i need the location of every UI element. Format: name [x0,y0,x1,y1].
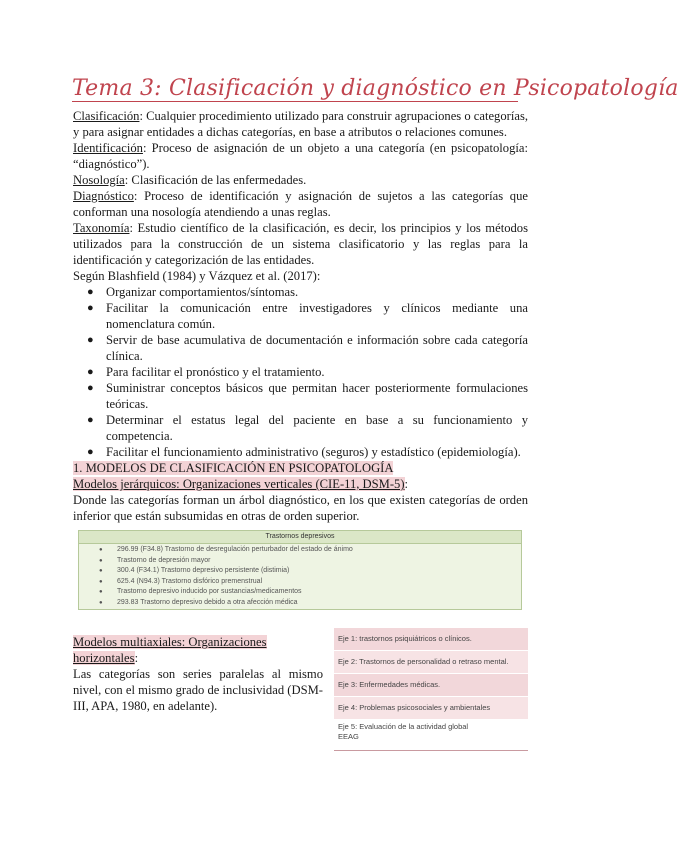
definition-text: : Estudio científico de la clasificación, es decir, los principios y los métodos utilizados para la construcción de un sistema clasificatorio y las reglas para la identificación y categorización de las entidades. [73,221,528,267]
bullet-icon: ● [99,547,103,553]
bullet-icon: ● [87,334,94,346]
definition-text: : Clasificación de las enfermedades. [124,173,307,187]
definition-diagnostico [73,188,528,220]
bullet-icon: ● [99,568,103,574]
definition-term: Identificación [73,141,143,155]
definition-term: Nosología [73,173,125,187]
definition-clasificacion [73,108,528,140]
bullet-icon: ● [99,599,103,606]
table-row: ● Trastorno depresivo inducido por sustancias/medicamentos [79,587,521,598]
axis-row: Eje 4: Problemas psicosociales y ambientales [334,697,528,720]
multiaxial-models-block [73,634,323,714]
list-item: ● Suministrar conceptos básicos que permitan hacer posteriormente formulaciones teóricas. [87,381,528,411]
source-intro: Según Blashfield (1984) y Vázquez et al. (2017): [73,269,321,283]
axis-row: Eje 2: Trastornos de personalidad o retraso mental. [334,651,528,674]
definition-text: : Proceso de identificación y asignación de sujetos a las categorías que conforman una nosología atendiendo a unas reglas. [73,189,528,219]
hierarchical-models-block [73,476,528,524]
bullet-icon: ● [87,302,94,314]
bullet-icon: ● [99,589,103,595]
subsection-heading: Modelos multiaxiales: Organizaciones horizontales: [73,635,267,665]
list-item: ● Servir de base acumulativa de documentación e información sobre cada categoría clínica. [87,333,528,363]
title-underline [72,101,518,102]
definition-term: Taxonomía [73,221,130,235]
definition-term: Clasificación [73,109,140,123]
definition-text: : Proceso de asignación de un objeto a una categoría (en psicopatología: “diagnóstico”). [73,141,528,171]
list-item: ● Facilitar la comunicación entre investigadores y clínicos mediante una nomenclatura común. [87,301,528,331]
bullet-icon: ● [87,382,94,394]
bullet-icon: ● [87,414,94,426]
axis-row: Eje 5: Evaluación de la actividad global EEAG [334,720,528,751]
bullet-list [73,284,528,460]
table-row: ● 300.4 (F34.1) Trastorno depresivo persistente (distimia) [79,566,521,577]
list-item: ● Organizar comportamientos/síntomas. [87,285,299,299]
definition-nosologia [73,172,528,188]
depressive-disorders-table [78,530,522,610]
definition-identificacion [73,140,528,172]
bullet-icon: ● [87,446,94,458]
list-item: ● Para facilitar el pronóstico y el tratamiento. [87,365,325,379]
bullet-icon: ● [99,578,103,585]
table-row: ● 625.4 (N94.3) Trastorno disfórico premenstrual [79,577,521,588]
subsection-heading-text: Modelos jerárquicos: Organizaciones verticales (CIE-11, DSM-5) [73,477,405,491]
table-row: ● 293.83 Trastorno depresivo debido a otra afección médica [79,598,521,609]
subsection-heading-text: Modelos multiaxiales: Organizaciones horizontales [73,635,267,665]
section-heading-text: 1. MODELOS DE CLASIFICACIÓN EN PSICOPATOLOGÍA [73,461,394,475]
bullet-icon: ● [99,557,103,564]
axes-table [334,628,528,746]
hierarchical-paragraph: Donde las categorías forman un árbol diagnóstico, en los que existen categorías de orden inferior que están subsumidas en otras de orden superior. [73,493,528,523]
table-header: Trastornos depresivos [79,531,521,544]
table-row: ● Trastorno de depresión mayor [79,556,521,567]
table-row: ● 296.99 (F34.8) Trastorno de desregulación perturbador del estado de ánimo [79,545,521,556]
definition-taxonomia [73,220,528,268]
multiaxial-paragraph: Las categorías son series paralelas al mismo nivel, con el mismo grado de inclusividad (DSM-III, APA, 1980, en adelante). [73,667,323,713]
page-title: Tema 3: Clasificación y diagnóstico en Psicopatología [72,76,679,101]
definition-term: Diagnóstico [73,189,134,203]
definitions-block [73,108,528,460]
subsection-heading: Modelos jerárquicos: Organizaciones verticales (CIE-11, DSM-5): [73,477,409,491]
table-list [79,544,521,608]
section-heading [73,460,528,476]
list-item: ● Determinar el estatus legal del paciente en base a su funcionamiento y competencia. [87,413,528,443]
list-item: ● Facilitar el funcionamiento administrativo (seguros) y estadístico (epidemiología). [87,445,521,459]
bullet-icon: ● [87,286,94,298]
definition-text: : Cualquier procedimiento utilizado para construir agrupaciones o categorías, y para asignar entidades a dichas categorías, en base a atributos o relaciones comunes. [73,109,528,139]
axis-row: Eje 3: Enfermedades médicas. [334,674,528,697]
axis-row: Eje 1: trastornos psiquiátricos o clínicos. [334,628,528,651]
bullet-icon: ● [87,366,94,378]
